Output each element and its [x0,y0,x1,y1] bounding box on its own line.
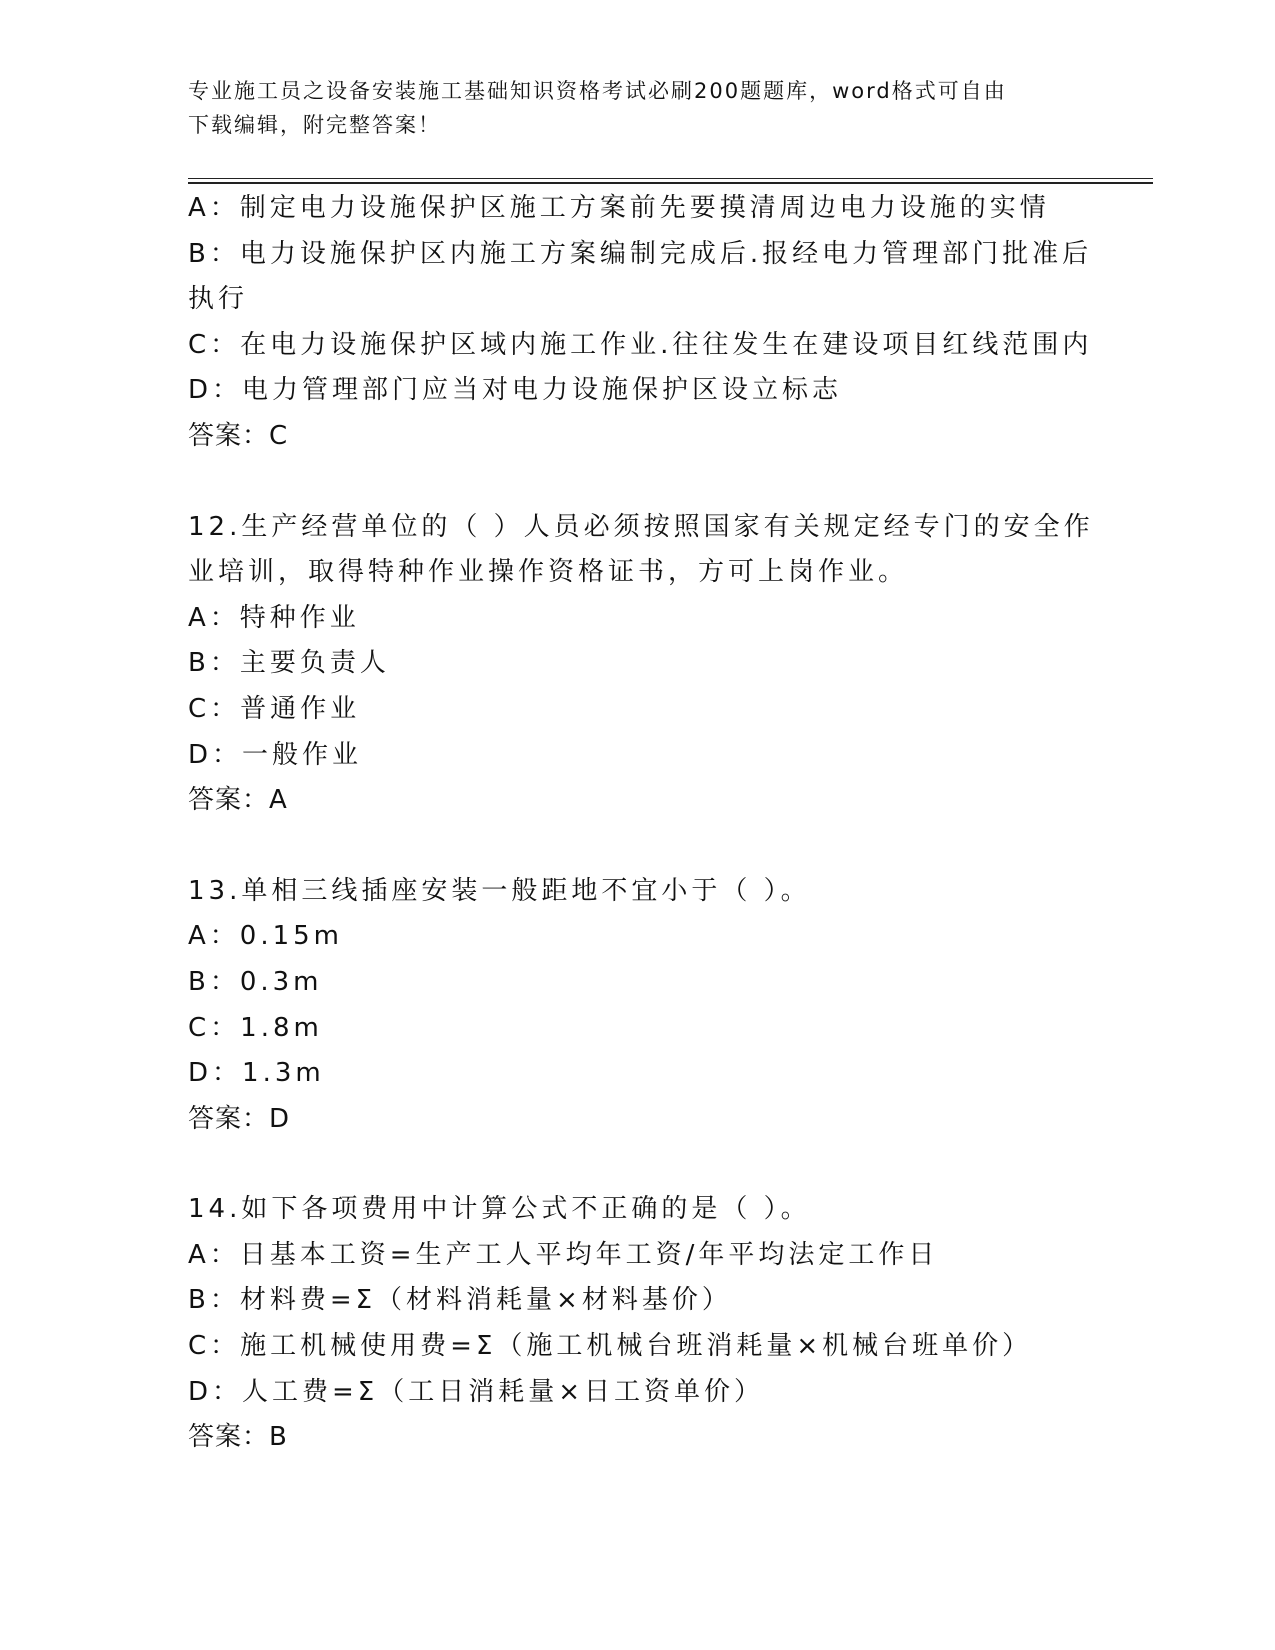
spacer [188,460,1088,505]
q13-option-d: D：1.3m [188,1058,325,1089]
document-header [188,74,1068,142]
q14-option-c: C：施工机械使用费=Σ（施工机械台班消耗量×机械台班单价） [188,1331,1033,1362]
q12-answer: 答案：A [188,785,288,816]
header-divider-thin [188,178,1153,179]
spacer [188,824,1088,869]
q11-option-a: A：制定电力设施保护区施工方案前先要摸清周边电力设施的实情 [188,193,1050,223]
q14-answer: 答案：B [188,1422,288,1453]
q11-option-c: C：在电力设施保护区域内施工作业.往往发生在建设项目红线范围内 [188,329,1093,360]
question-13-block [188,869,1088,1143]
q11-option-b-line-2: 执行 [188,284,249,315]
q12-option-a: A：特种作业 [188,602,360,633]
question-14-block [188,1187,1088,1461]
q14-option-b: B：材料费=Σ（材料消耗量×材料基价） [188,1285,732,1316]
q14-option-d: D：人工费=Σ（工日消耗量×日工资单价） [188,1376,765,1407]
q12-question-line-2: 业培训，取得特种作业操作资格证书，方可上岗作业。 [188,557,909,588]
q14-option-a: A：日基本工资=生产工人平均年工资/年平均法定工作日 [188,1239,939,1270]
header-divider-thick [188,182,1153,184]
q12-option-d: D：一般作业 [188,739,363,770]
q14-question: 14.如下各项费用中计算公式不正确的是（ ）。 [188,1194,811,1225]
q13-option-a: A：0.15m [188,921,344,952]
q11-option-d: D：电力管理部门应当对电力设施保护区设立标志 [188,375,843,406]
header-line-1: 专业施工员之设备安装施工基础知识资格考试必刷200题题库，word格式可自由 [188,79,1007,103]
q13-option-c: C：1.8m [188,1012,323,1043]
q11-answer: 答案：C [188,420,289,451]
q11-option-b-line-1: B：电力设施保护区内施工方案编制完成后.报经电力管理部门批准后 [188,238,1093,269]
q12-option-c: C：普通作业 [188,693,361,724]
q13-option-b: B：0.3m [188,966,323,997]
q12-question-line-1: 12.生产经营单位的（ ）人员必须按照国家有关规定经专门的安全作 [188,511,1094,542]
header-line-2: 下载编辑，附完整答案！ [188,113,441,137]
q13-answer: 答案：D [188,1103,291,1134]
question-12-block [188,505,1094,824]
q13-question: 13.单相三线插座安装一般距地不宜小于（ ）。 [188,875,811,906]
question-11-block [188,186,1093,460]
spacer [188,1142,1088,1187]
q12-option-b: B：主要负责人 [188,648,390,679]
question-list [188,186,1094,1461]
